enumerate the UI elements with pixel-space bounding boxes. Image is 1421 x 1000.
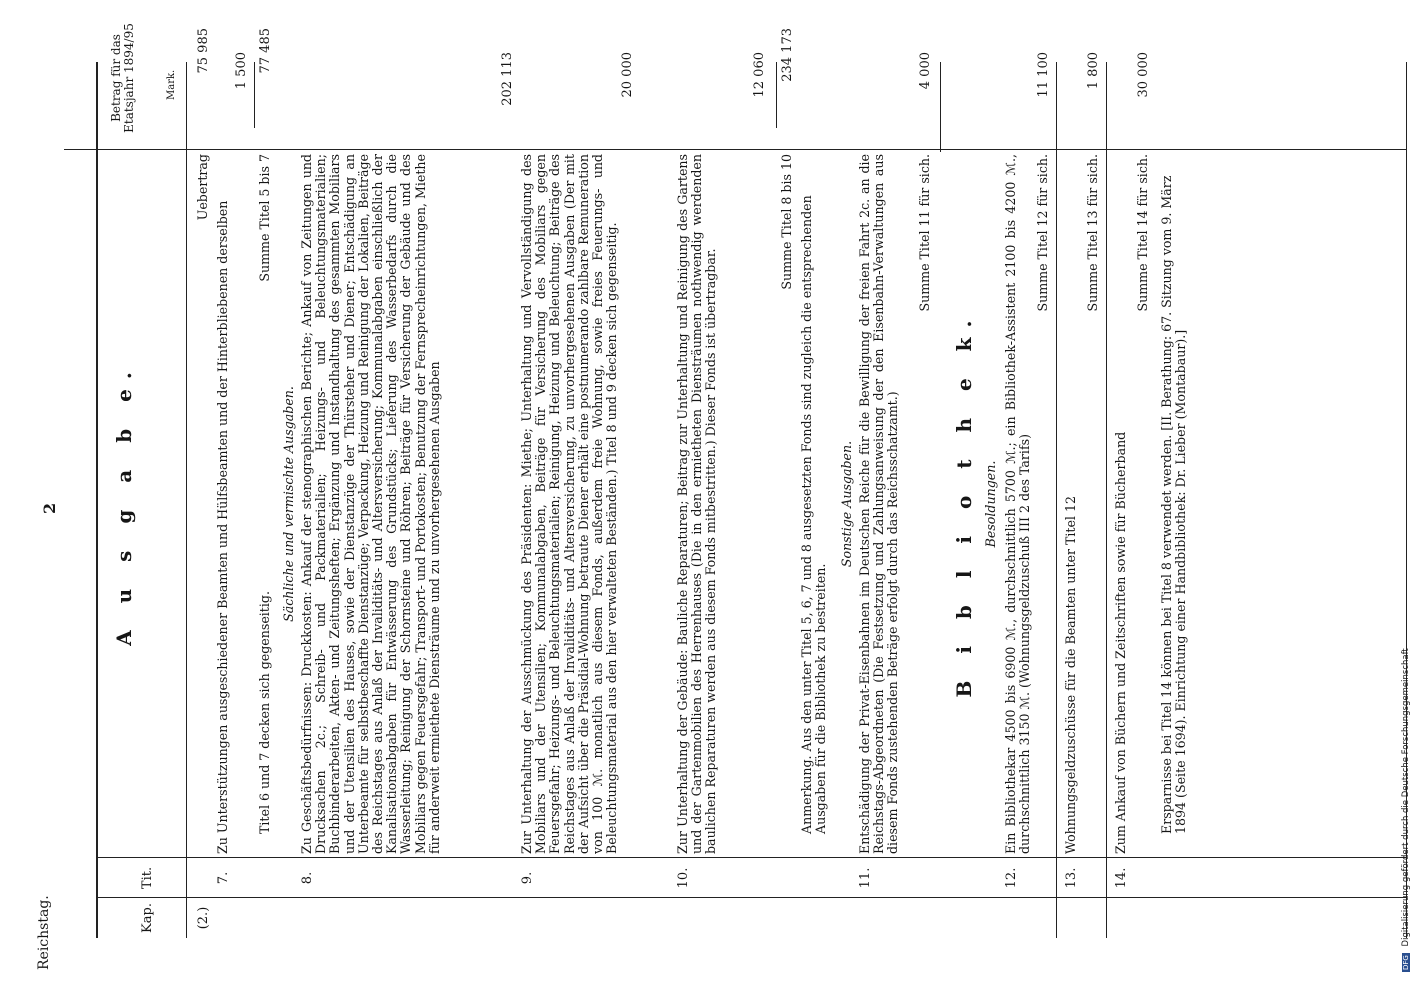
tit-9: 9. bbox=[520, 871, 535, 885]
credit-text: Digitalisierung gefördert durch die Deutsche Forschungsgemeinschaft bbox=[1401, 648, 1411, 947]
sum-12-label: Summe Titel 12 für sich. bbox=[1035, 154, 1050, 312]
tit-10-amount: 12 060 bbox=[752, 52, 767, 98]
row-6-7-note: Titel 6 und 7 decken sich gegenseitig. bbox=[257, 591, 272, 834]
tit-8-amount: 202 113 bbox=[500, 52, 515, 106]
tit-7: 7. bbox=[216, 871, 231, 885]
col-header-kap: Kap. bbox=[140, 903, 155, 933]
credit-strip bbox=[1401, 12, 1415, 972]
sum-5-7-label: Summe Titel 5 bis 7 bbox=[257, 154, 272, 282]
tit-10: 10. bbox=[676, 867, 691, 889]
kap-column-divider bbox=[96, 897, 1406, 898]
tit-11-amount: 4 000 bbox=[918, 52, 933, 90]
header-left: Reichstag. bbox=[36, 895, 52, 970]
sum-5-7-rule bbox=[254, 62, 255, 128]
page-number: 2 bbox=[40, 502, 59, 514]
row-uebertrag-amount: 75 985 bbox=[196, 28, 211, 74]
col-header-unit: Mark. bbox=[166, 69, 177, 100]
after-12-rule bbox=[1056, 62, 1057, 938]
kap-value: (2.) bbox=[196, 906, 211, 930]
heading-saechliche: Sächliche und vermischte Ausgaben. bbox=[281, 386, 296, 622]
tit-14-amount: 30 000 bbox=[1136, 52, 1151, 98]
tit-14: 14. bbox=[1114, 867, 1129, 889]
tit-12-text: Ein Bibliothekar 4500 bis 6900 ℳ., durchschnittlich 5700 ℳ.; ein Bibliothek-Assistent 2100 bis 4200 ℳ., durchschnittlich 3150 ℳ. (Wohnungsgeldzuschuß III 2 des Tarifs) bbox=[1003, 154, 1033, 854]
row-uebertrag-text: Uebertrag bbox=[195, 154, 210, 221]
tit-13-text: Wohnungsgeldzuschüsse für die Beamten unter Titel 12 bbox=[1063, 496, 1078, 854]
tit-9-amount: 20 000 bbox=[620, 52, 635, 98]
tit-12: 12. bbox=[1004, 867, 1019, 889]
tit-8-text: Zu Geschäftsbedürfnissen: Druckkosten: Ankauf der stenographischen Berichte; Ankauf von Zeitungen und Drucksachen 2c.; Schreib- und Packmaterialien; Heizungs- und Beleuchtungsmaterialien; Buchbinderarbeiten, Akten- und Zeitungsheften; Ergänzung und Instandhaltung des gesammten Mobiliars und der Utensilien des Hauses, sowie der Dienstanzüge der Thürsteher und Diener; Entschädigung an Unterbeamte für selbstbeschaffte Dienstanzüge; Verpackung, Heizung und Reinigung der Lokalien, Beiträge des Reichstages aus Anlaß der Invaliditäts- und Altersversicherung; Kommunalabgaben einschließlich der Kanalisationsabgaben für Entwässerung des Grundstücks; Lieferung des Wasserbedarfs durch die Wasserleitung; Reinigung der Schornsteine und Röhren; Beiträge für Versicherung der Gebäude und des Mobiliars gegen Feuersgefahr; Transport- und Portokosten; Benutzung der Fernsprecheinrichtungen, Miethe für anderweit ermiethete Diensträume und zu unvorhergesehenen Ausgaben bbox=[299, 154, 442, 854]
tit-7-text: Zu Unterstützungen ausgeschiedener Beamten und Hülfsbeamten und der Hinterbliebenen derselben bbox=[215, 200, 230, 854]
tit-12-amount: 11 100 bbox=[1036, 52, 1051, 98]
tit-9-text: Zur Unterhaltung der Ausschmückung des Präsidenten: Miethe; Unterhaltung und Vervollständigung des Mobiliars und der Utensilien; Kommunalabgaben, Beiträge für Versicherung des Mobiliars gegen Feuersgefahr; Heizungs- und Beleuchtungsmaterialien; Reinigung, Heizung und Beleuchtung; Beiträge des Reichstages aus Anlaß der Invaliditäts- und Altersversicherung, zu unvorhergesehenen Ausgaben (Der mit der Aufsicht über die Präsidial-Wohnung betraute Diener erhält eine postnumerando zahlbare Remuneration von 100 ℳ. monatlich aus diesem Fonds, außerdem freie Wohnung, sowie freies Feuerungs- und Beleuchtungsmaterial aus den hier verwalteten Beständen.) Titel 8 und 9 decken sich gegenseitig. bbox=[519, 154, 620, 854]
sum-14-label: Summe Titel 14 für sich. bbox=[1135, 154, 1150, 312]
after-13-rule bbox=[1106, 62, 1107, 938]
tit-11: 11. bbox=[858, 867, 873, 889]
sum-11-label: Summe Titel 11 für sich. bbox=[917, 154, 932, 312]
tit-8: 8. bbox=[300, 871, 315, 885]
sum-5-7-amount: 77 485 bbox=[258, 28, 273, 74]
tit-14-text: Zum Ankauf von Büchern und Zeitschriften sowie für Bücherband bbox=[1113, 431, 1128, 854]
heading-sonstige: Sonstige Ausgaben. bbox=[839, 440, 854, 568]
sum-8-10-amount: 234 173 bbox=[780, 28, 795, 82]
tit-10-text: Zur Unterhaltung der Gebäude: Bauliche Reparaturen; Beitrag zur Unterhaltung und Reinigung des Gartens und der Gartenmobilien des Herrenhauses (Die in den ermietheten Diensträumen nothwendig werdenden baulichen Reparaturen werden aus diesem Fonds mitbestritten.) Dieser Fonds ist übertragbar. bbox=[675, 154, 719, 854]
tit-7-amount: 1 500 bbox=[234, 52, 249, 90]
col-header-tit: Tit. bbox=[140, 866, 155, 890]
sum-8-10-rule bbox=[776, 62, 777, 128]
sum-8-10-label: Summe Titel 8 bis 10 bbox=[779, 154, 794, 290]
after-11-rule bbox=[940, 62, 941, 152]
dfg-badge: DFG bbox=[1402, 955, 1410, 970]
tit-11-text: Entschädigung der Privat-Eisenbahnen im Deutschen Reiche für die Bewilligung der freien Fahrt 2c. an die Reichstags-Abgeordneten (Die Festsetzung und Zahlungsanweisung der den Eisenbahn-Verwaltungen aus diesem Fonds zustehenden Beträge erfolgt durch das Reichsschatzamt.) bbox=[857, 154, 901, 854]
tit-column-divider bbox=[96, 857, 1406, 858]
tit-13: 13. bbox=[1064, 867, 1079, 889]
tit-13-amount: 1 800 bbox=[1086, 52, 1101, 90]
heading-besoldungen: Besoldungen. bbox=[983, 460, 998, 548]
col-header-amount: Betrag für das Etatsjahr 1894/95 bbox=[109, 23, 136, 133]
sum-13-label: Summe Titel 13 für sich. bbox=[1085, 154, 1100, 312]
table-top-rule bbox=[96, 62, 98, 938]
section-title: A u s g a b e. bbox=[112, 362, 136, 646]
heading-bibliothek: B i b l i o t h e k. bbox=[952, 310, 976, 698]
table-header-rule bbox=[186, 62, 187, 938]
anmerkung-text: Anmerkung. Aus den unter Titel 5, 6, 7 und 8 ausgesetzten Fonds sind zugleich die entsprechenden Ausgaben für die Bibliothek zu bestreiten. bbox=[799, 195, 829, 834]
ersparnisse-note: Ersparnisse bei Titel 14 können bei Titel 8 verwendet werden. [II. Berathung: 67. Sitzung vom 9. März 1894 (Seite 1694). Einrichtung einer Handbibliothek: Dr. Lieber (Montabaur).] bbox=[1159, 175, 1189, 834]
